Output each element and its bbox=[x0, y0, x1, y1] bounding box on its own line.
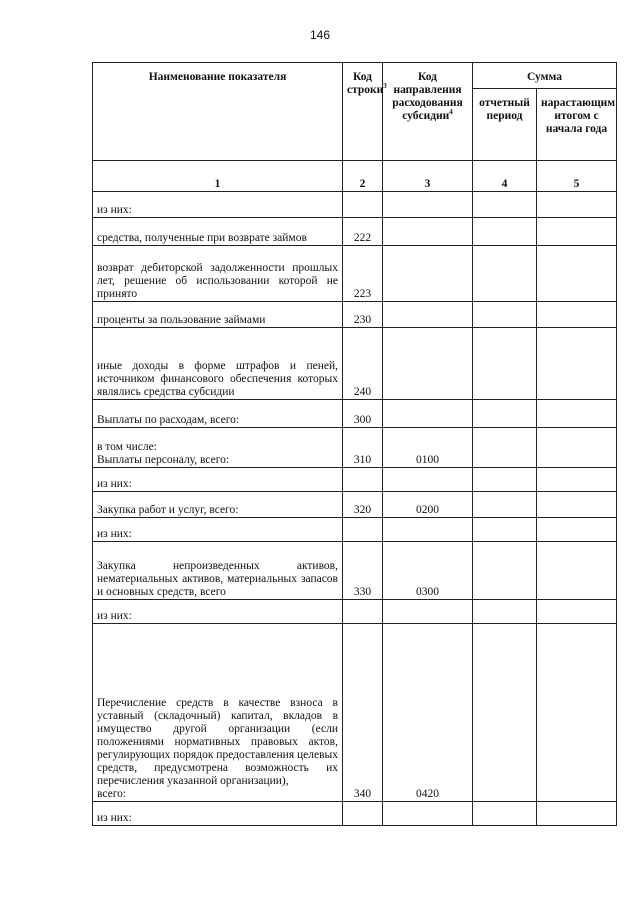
table-row bbox=[93, 246, 617, 302]
table-row bbox=[93, 802, 617, 826]
row-name: возврат дебиторской задолженности прошлых лет, решение об использовании которой не принято bbox=[93, 246, 343, 302]
table-row bbox=[93, 428, 617, 468]
row-sum-cumulative bbox=[537, 624, 617, 802]
column-number: 2 bbox=[343, 161, 383, 192]
table-row bbox=[93, 492, 617, 518]
row-code: 300 bbox=[343, 400, 383, 428]
row-code bbox=[343, 600, 383, 624]
row-code bbox=[343, 802, 383, 826]
row-sum-cumulative bbox=[537, 600, 617, 624]
row-code: 320 bbox=[343, 492, 383, 518]
row-name: в том числе: Выплаты персоналу, всего: bbox=[93, 428, 343, 468]
row-sum-period bbox=[473, 802, 537, 826]
row-sum-cumulative bbox=[537, 400, 617, 428]
row-direction: 0200 bbox=[383, 492, 473, 518]
row-sum-period bbox=[473, 600, 537, 624]
row-sum-cumulative bbox=[537, 246, 617, 302]
header-name: Наименование показателя bbox=[93, 63, 343, 161]
row-sum-period bbox=[473, 624, 537, 802]
row-sum-cumulative bbox=[537, 218, 617, 246]
table-row bbox=[93, 302, 617, 328]
row-direction bbox=[383, 218, 473, 246]
row-direction bbox=[383, 400, 473, 428]
row-sum-cumulative bbox=[537, 468, 617, 492]
table-row bbox=[93, 218, 617, 246]
row-name: из них: bbox=[93, 802, 343, 826]
report-table bbox=[92, 62, 617, 826]
row-name: Перечисление средств в качестве взноса в уставный (складочный) капитал, вкладов в имущество другой организации (если положениями нормативных правовых актов, регулирующих порядок предоставления целевых средств, предусмотрена возможность их перечисления указанной организации), всего: bbox=[93, 624, 343, 802]
row-sum-cumulative bbox=[537, 328, 617, 400]
page-number: 146 bbox=[309, 28, 331, 42]
header-sum-period: отчетный период bbox=[473, 89, 537, 161]
row-direction: 0420 bbox=[383, 624, 473, 802]
row-direction bbox=[383, 192, 473, 218]
column-number: 5 bbox=[537, 161, 617, 192]
row-sum-period bbox=[473, 518, 537, 542]
header-sum-cumulative: нарастающим итогом с начала года bbox=[537, 89, 617, 161]
table-row bbox=[93, 600, 617, 624]
row-direction: 0100 bbox=[383, 428, 473, 468]
row-code: 310 bbox=[343, 428, 383, 468]
row-direction bbox=[383, 518, 473, 542]
header-direction: Код направления расходования субсидии$^4$ bbox=[383, 63, 473, 161]
row-name: из них: bbox=[93, 468, 343, 492]
row-sum-period bbox=[473, 428, 537, 468]
row-code bbox=[343, 468, 383, 492]
column-number: 4 bbox=[473, 161, 537, 192]
row-name: Выплаты по расходам, всего: bbox=[93, 400, 343, 428]
row-direction bbox=[383, 802, 473, 826]
row-sum-cumulative bbox=[537, 428, 617, 468]
row-direction bbox=[383, 302, 473, 328]
row-name: из них: bbox=[93, 600, 343, 624]
row-sum-period bbox=[473, 328, 537, 400]
row-code: 240 bbox=[343, 328, 383, 400]
row-code bbox=[343, 518, 383, 542]
row-sum-period bbox=[473, 218, 537, 246]
table-row bbox=[93, 468, 617, 492]
table-row bbox=[93, 518, 617, 542]
row-sum-cumulative bbox=[537, 302, 617, 328]
row-sum-period bbox=[473, 492, 537, 518]
row-direction: 0300 bbox=[383, 542, 473, 600]
header-code: Код строки$^3$ bbox=[343, 63, 383, 161]
row-sum-period bbox=[473, 468, 537, 492]
row-direction bbox=[383, 328, 473, 400]
row-code: 222 bbox=[343, 218, 383, 246]
row-sum-cumulative bbox=[537, 192, 617, 218]
row-name: из них: bbox=[93, 518, 343, 542]
table-row bbox=[93, 192, 617, 218]
row-code: 230 bbox=[343, 302, 383, 328]
table-row bbox=[93, 542, 617, 600]
column-numbers-row bbox=[93, 161, 617, 192]
row-code: 340 bbox=[343, 624, 383, 802]
row-name: средства, полученные при возврате займов bbox=[93, 218, 343, 246]
row-sum-period bbox=[473, 542, 537, 600]
row-sum-cumulative bbox=[537, 492, 617, 518]
column-number: 1 bbox=[93, 161, 343, 192]
row-name: из них: bbox=[93, 192, 343, 218]
row-sum-cumulative bbox=[537, 542, 617, 600]
row-name: Закупка работ и услуг, всего: bbox=[93, 492, 343, 518]
column-number: 3 bbox=[383, 161, 473, 192]
row-sum-cumulative bbox=[537, 518, 617, 542]
table-row bbox=[93, 624, 617, 802]
row-name: проценты за пользование займами bbox=[93, 302, 343, 328]
row-code: 330 bbox=[343, 542, 383, 600]
row-sum-period bbox=[473, 302, 537, 328]
row-direction bbox=[383, 246, 473, 302]
header-sum: Сумма bbox=[473, 63, 617, 89]
row-sum-cumulative bbox=[537, 802, 617, 826]
row-sum-period bbox=[473, 400, 537, 428]
table-row bbox=[93, 328, 617, 400]
row-direction bbox=[383, 600, 473, 624]
row-sum-period bbox=[473, 246, 537, 302]
table-row bbox=[93, 400, 617, 428]
row-name: иные доходы в форме штрафов и пеней, источником финансового обеспечения которых являлись средства субсидии bbox=[93, 328, 343, 400]
row-direction bbox=[383, 468, 473, 492]
row-code: 223 bbox=[343, 246, 383, 302]
row-sum-period bbox=[473, 192, 537, 218]
row-code bbox=[343, 192, 383, 218]
row-name: Закупка непроизведенных активов, нематериальных активов, материальных запасов и основных средств, всего bbox=[93, 542, 343, 600]
